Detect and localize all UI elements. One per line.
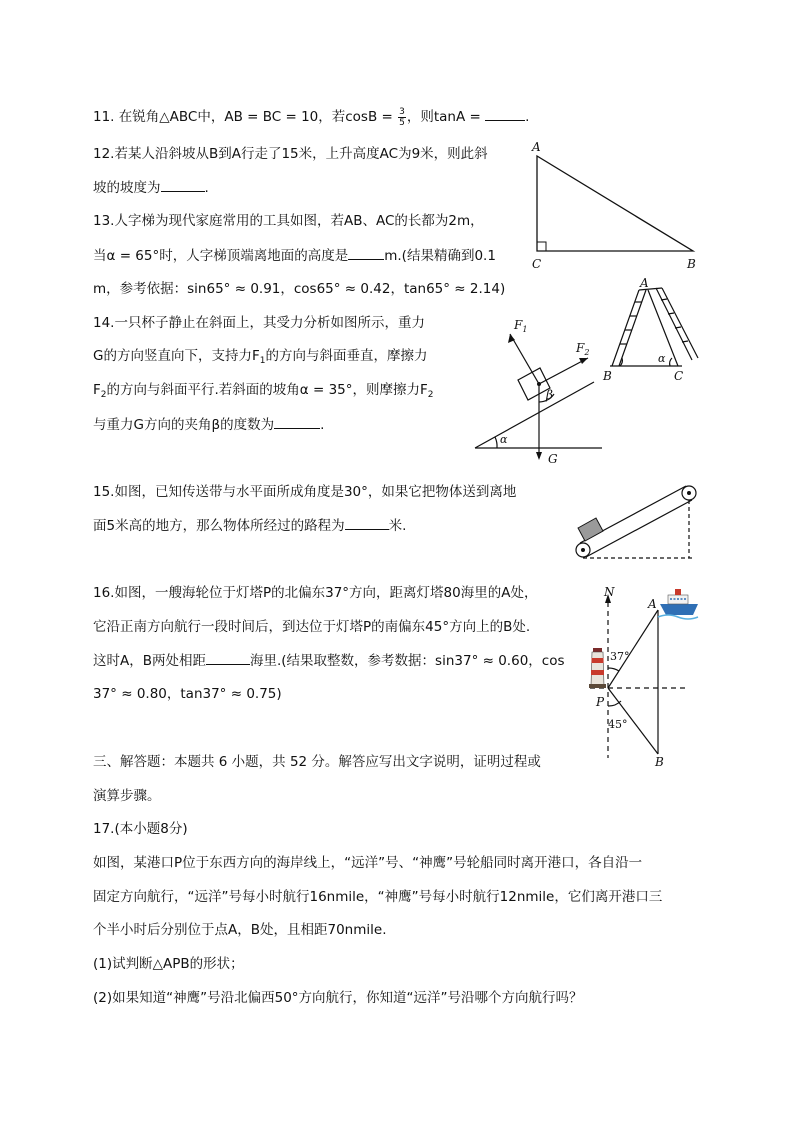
section-3-heading: 三、解答题：本题共 6 小题，共 52 分。解答应写出文字说明，证明过程或 bbox=[93, 754, 541, 770]
q16-line-2: 它沿正南方向航行一段时间后，到达位于灯塔P的南偏东45°方向上的B处. bbox=[93, 619, 531, 635]
line-pa bbox=[608, 610, 658, 688]
label-p: P bbox=[596, 695, 605, 709]
q16-line-4: 37° ≈ 0.80，tan37° ≈ 0.75) bbox=[93, 686, 282, 702]
label-g: G bbox=[548, 452, 558, 466]
q13-line-1: 13.人字梯为现代家庭常用的工具如图，若AB、AC的长都为2m， bbox=[93, 213, 484, 229]
ladder-label-a: A bbox=[640, 276, 649, 290]
q15-answer-blank[interactable] bbox=[345, 515, 389, 530]
q17-line-2: 固定方向航行，“远洋”号每小时航行16nmile，“神鹰”号每小时航行12nmile，它们离开港口三 bbox=[93, 889, 663, 905]
label-b: B bbox=[687, 257, 696, 271]
figure-q16-navigation bbox=[580, 582, 710, 772]
q14-line-4: 与重力G方向的夹角β的度数为 . bbox=[93, 414, 324, 435]
q14-line-3: $F_2$的方向与斜面平行.若斜面的坡角α = 35°，则摩擦力$F_2$ bbox=[93, 382, 434, 400]
label-n: N bbox=[604, 585, 615, 599]
q12-line-1: 12.若某人沿斜坡从B到A行走了15米，上升高度AC为9米，则此斜 bbox=[93, 146, 488, 162]
figure-q15-conveyor bbox=[570, 480, 700, 565]
q16-line-1: 16.如图，一艘海轮位于灯塔P的北偏东37°方向，距离灯塔80海里的A处， bbox=[93, 585, 538, 601]
q11-answer-blank[interactable] bbox=[485, 106, 525, 121]
label-a: A bbox=[532, 140, 541, 154]
label-b: B bbox=[655, 755, 664, 769]
q17-line-3: 个半小时后分别位于点A，B处，且相距70nmile. bbox=[93, 922, 387, 938]
q11-fraction: $\frac{3}{5}$ bbox=[399, 106, 405, 128]
package-box bbox=[578, 518, 603, 541]
q17-part-2: (2)如果知道“神鹰”号沿北偏西50°方向航行，你知道“远洋”号沿哪个方向航行吗？ bbox=[93, 990, 583, 1006]
q17-line-1: 如图，某港口P位于东西方向的海岸线上，“远洋”号、“神鹰”号轮船同时离开港口，各自沿一 bbox=[93, 855, 643, 871]
q17-part-1: (1)试判断△APB的形状； bbox=[93, 956, 244, 972]
right-angle-mark bbox=[537, 242, 546, 251]
label-45deg: 45° bbox=[608, 718, 628, 731]
ladder-label-alpha: α bbox=[658, 352, 666, 365]
label-beta: β bbox=[546, 388, 553, 402]
q15-line-1: 15.如图，已知传送带与水平面所成角度是30°，如果它把物体送到离地 bbox=[93, 484, 517, 500]
q14-line-1: 14.一只杯子静止在斜面上，其受力分析如图所示，重力 bbox=[93, 315, 425, 331]
label-f1: $F_1$ bbox=[514, 318, 528, 334]
label-37deg: 37° bbox=[610, 650, 630, 663]
figure-q12-triangle bbox=[525, 140, 705, 275]
figure-q14-incline bbox=[470, 312, 610, 467]
lighthouse-icon bbox=[589, 648, 606, 688]
q12-answer-blank[interactable] bbox=[161, 177, 205, 192]
figure-q13-ladder bbox=[600, 278, 700, 383]
q16-line-3: 这时A，B两处相距 海里.(结果取整数，参考数据：sin37° ≈ 0.60，cos bbox=[93, 650, 565, 671]
q13-line-3: m，参考依据：sin65° ≈ 0.91，cos65° ≈ 0.42，tan65° ≈ 2.14) bbox=[93, 281, 506, 297]
q11-text-mid: ，则tanA = bbox=[406, 109, 486, 125]
ladder-label-b: B bbox=[603, 369, 612, 383]
triangle-abc bbox=[537, 156, 693, 251]
force-f2-arrow bbox=[539, 358, 588, 384]
q17-header: 17.(本小题8分) bbox=[93, 821, 188, 837]
q15-line-2: 面5米高的地方，那么物体所经过的路程为 米. bbox=[93, 515, 406, 536]
q14-line-2: G的方向竖直向下，支持力$F_1$的方向与斜面垂直，摩擦力 bbox=[93, 348, 428, 366]
q13-line-2: 当α = 65°时，人字梯顶端离地面的高度是 m.(结果精确到0.1 bbox=[93, 245, 496, 266]
ship-icon bbox=[658, 589, 698, 619]
label-f2: $F_2$ bbox=[576, 341, 590, 357]
q16-answer-blank[interactable] bbox=[206, 650, 250, 665]
label-c: C bbox=[532, 257, 542, 271]
label-a: A bbox=[648, 597, 657, 611]
q14-answer-blank[interactable] bbox=[274, 414, 320, 429]
section-3-heading-cont: 演算步骤。 bbox=[93, 788, 161, 804]
q11-text-pre: 11. 在锐角△ABC中，AB = BC = 10，若cosB = bbox=[93, 109, 398, 125]
label-alpha: α bbox=[500, 433, 508, 446]
question-11: 11. 在锐角△ABC中，AB = BC = 10，若cosB = $\frac{3}{5}$ ，则tanA = . bbox=[93, 106, 530, 128]
q12-line-2: 坡的坡度为 . bbox=[93, 177, 209, 198]
ladder-label-c: C bbox=[674, 369, 684, 383]
q13-answer-blank[interactable] bbox=[348, 245, 384, 260]
